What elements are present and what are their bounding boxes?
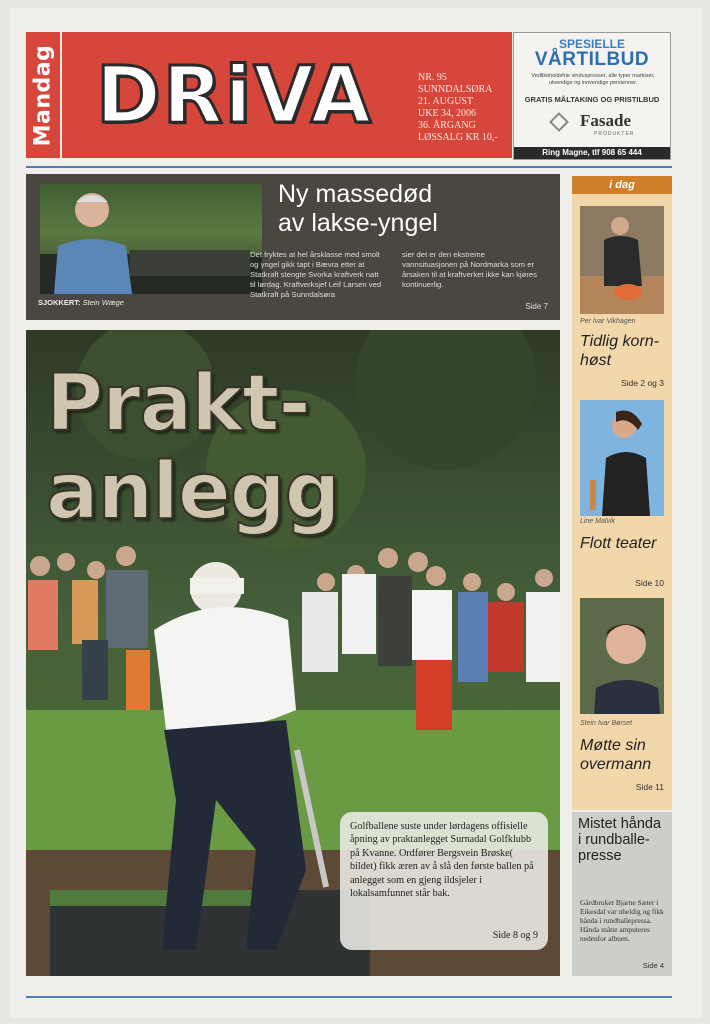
issue-info <box>418 72 508 144</box>
sidebar-credit-3: Stein Ivar Børset <box>580 720 633 727</box>
teaser-page-ref: Side 7 <box>525 302 548 311</box>
day-label <box>26 32 60 158</box>
teaser-story[interactable] <box>26 174 560 320</box>
teaser-text-col1: Det fryktes at hel årsklasse med smolt og yngel gikk tapt i Bævra etter at Statkraft stengte Svorka kraftverk natt til lørdag. Kraftverksjef Leif Larsen ved Statkraft på Sunndalsøra <box>250 250 382 299</box>
day-text: Mandag <box>30 44 56 146</box>
sidebar-credit-2: Line Malvik <box>580 518 616 525</box>
main-page-ref: Side 8 og 9 <box>492 929 538 941</box>
main-headline-line2: anlegg <box>46 447 340 537</box>
sidebar-page-ref-1: Side 2 og 3 <box>620 378 664 388</box>
sidebar-headline-1[interactable]: Tidlig korn-høst <box>580 333 659 369</box>
masthead-bar <box>62 32 512 158</box>
main-caption <box>340 812 548 950</box>
sidebar-credit-1: Per Ivar Vikhagen <box>580 318 636 325</box>
sidebar-photo-2[interactable] <box>580 400 664 516</box>
mistet-headline: Mistet hånda i rundballe-presse <box>578 816 662 864</box>
mistet-story[interactable] <box>572 812 672 976</box>
newspaper-logo: DRiVA <box>96 51 373 141</box>
sidebar-page-ref-2: Side 10 <box>635 578 664 588</box>
sidebar-page-ref-3: Side 11 <box>635 782 664 792</box>
issue-volume: 36. ÅRGANG <box>418 120 476 131</box>
teaser-photo-credit <box>38 298 124 307</box>
main-caption-text: Golfballene suste under lørdagens offisielle åpning av praktanlegget Surnadal Golfklubb på Kvanne. Ordfører Bergsvein Brøske( bildet) fikk æren av å slå den første ballen på anlegget som en gjeng ildsjeler i lokalsamfunnet står bak. <box>350 821 534 900</box>
ad-offer: GRATIS MÅLTAKING OG PRISTILBUD <box>524 95 660 104</box>
sidebar-today <box>572 176 672 810</box>
sidebar-headline-3[interactable]: Møtte sin overmann <box>580 737 652 773</box>
teaser-headline <box>278 180 554 238</box>
issue-price: LØSSALG KR 10,- <box>418 132 498 143</box>
bottom-divider <box>26 996 672 998</box>
main-headline-line1: Prakt- <box>46 359 310 449</box>
credit-label: SJOKKERT: <box>38 298 81 307</box>
teaser-photo <box>40 184 262 294</box>
ad-line2: VÅRTILBUD <box>534 49 650 70</box>
ad-brand-sub: PRODUKTER <box>594 131 635 137</box>
teaser-text-col2: sier det er den ekstreme vannsituasjonen på Nordmarka som er årsaken til at kraftverket ikke kan kjøres kontinuerlig. <box>402 250 538 289</box>
sidebar-header: i dag <box>572 176 672 194</box>
credit-name: Stein Wæge <box>82 298 124 307</box>
main-headline <box>46 360 339 536</box>
issue-week: UKE 34, 2006 <box>418 108 477 119</box>
ad-description: Vedlikeholdsfrie vindusprosser, alle typer markiser, utvendige og innvendige persienner. <box>531 73 655 86</box>
advertisement[interactable] <box>513 32 671 160</box>
ad-brand: Fasade <box>580 111 631 130</box>
top-divider <box>26 166 672 168</box>
fasade-logo-icon <box>549 112 569 132</box>
mistet-text: Gårdbruker Bjarne Sæter i Eikesdal var uheldig og fikk hånda i rundballepressa. Hånda måtte amputeres nedenfor albuen. <box>580 898 664 943</box>
mistet-page-ref: Side 4 <box>642 961 664 970</box>
main-story[interactable] <box>26 330 560 976</box>
ad-contact: Ring Magne, tlf 908 65 444 <box>514 147 670 159</box>
issue-place: SUNNDALSØRA <box>418 84 493 95</box>
teaser-headline-line2: av lakse-yngel <box>278 209 438 237</box>
issue-number: NR. 95 <box>418 72 447 83</box>
ad-line1: SPESIELLE <box>558 37 626 51</box>
sidebar-headline-2[interactable]: Flott teater <box>580 535 657 552</box>
issue-date: 21. AUGUST <box>418 96 474 107</box>
teaser-headline-line1: Ny massedød <box>278 180 433 208</box>
sidebar-photo-1[interactable] <box>580 206 664 314</box>
sidebar-photo-3[interactable] <box>580 598 664 714</box>
